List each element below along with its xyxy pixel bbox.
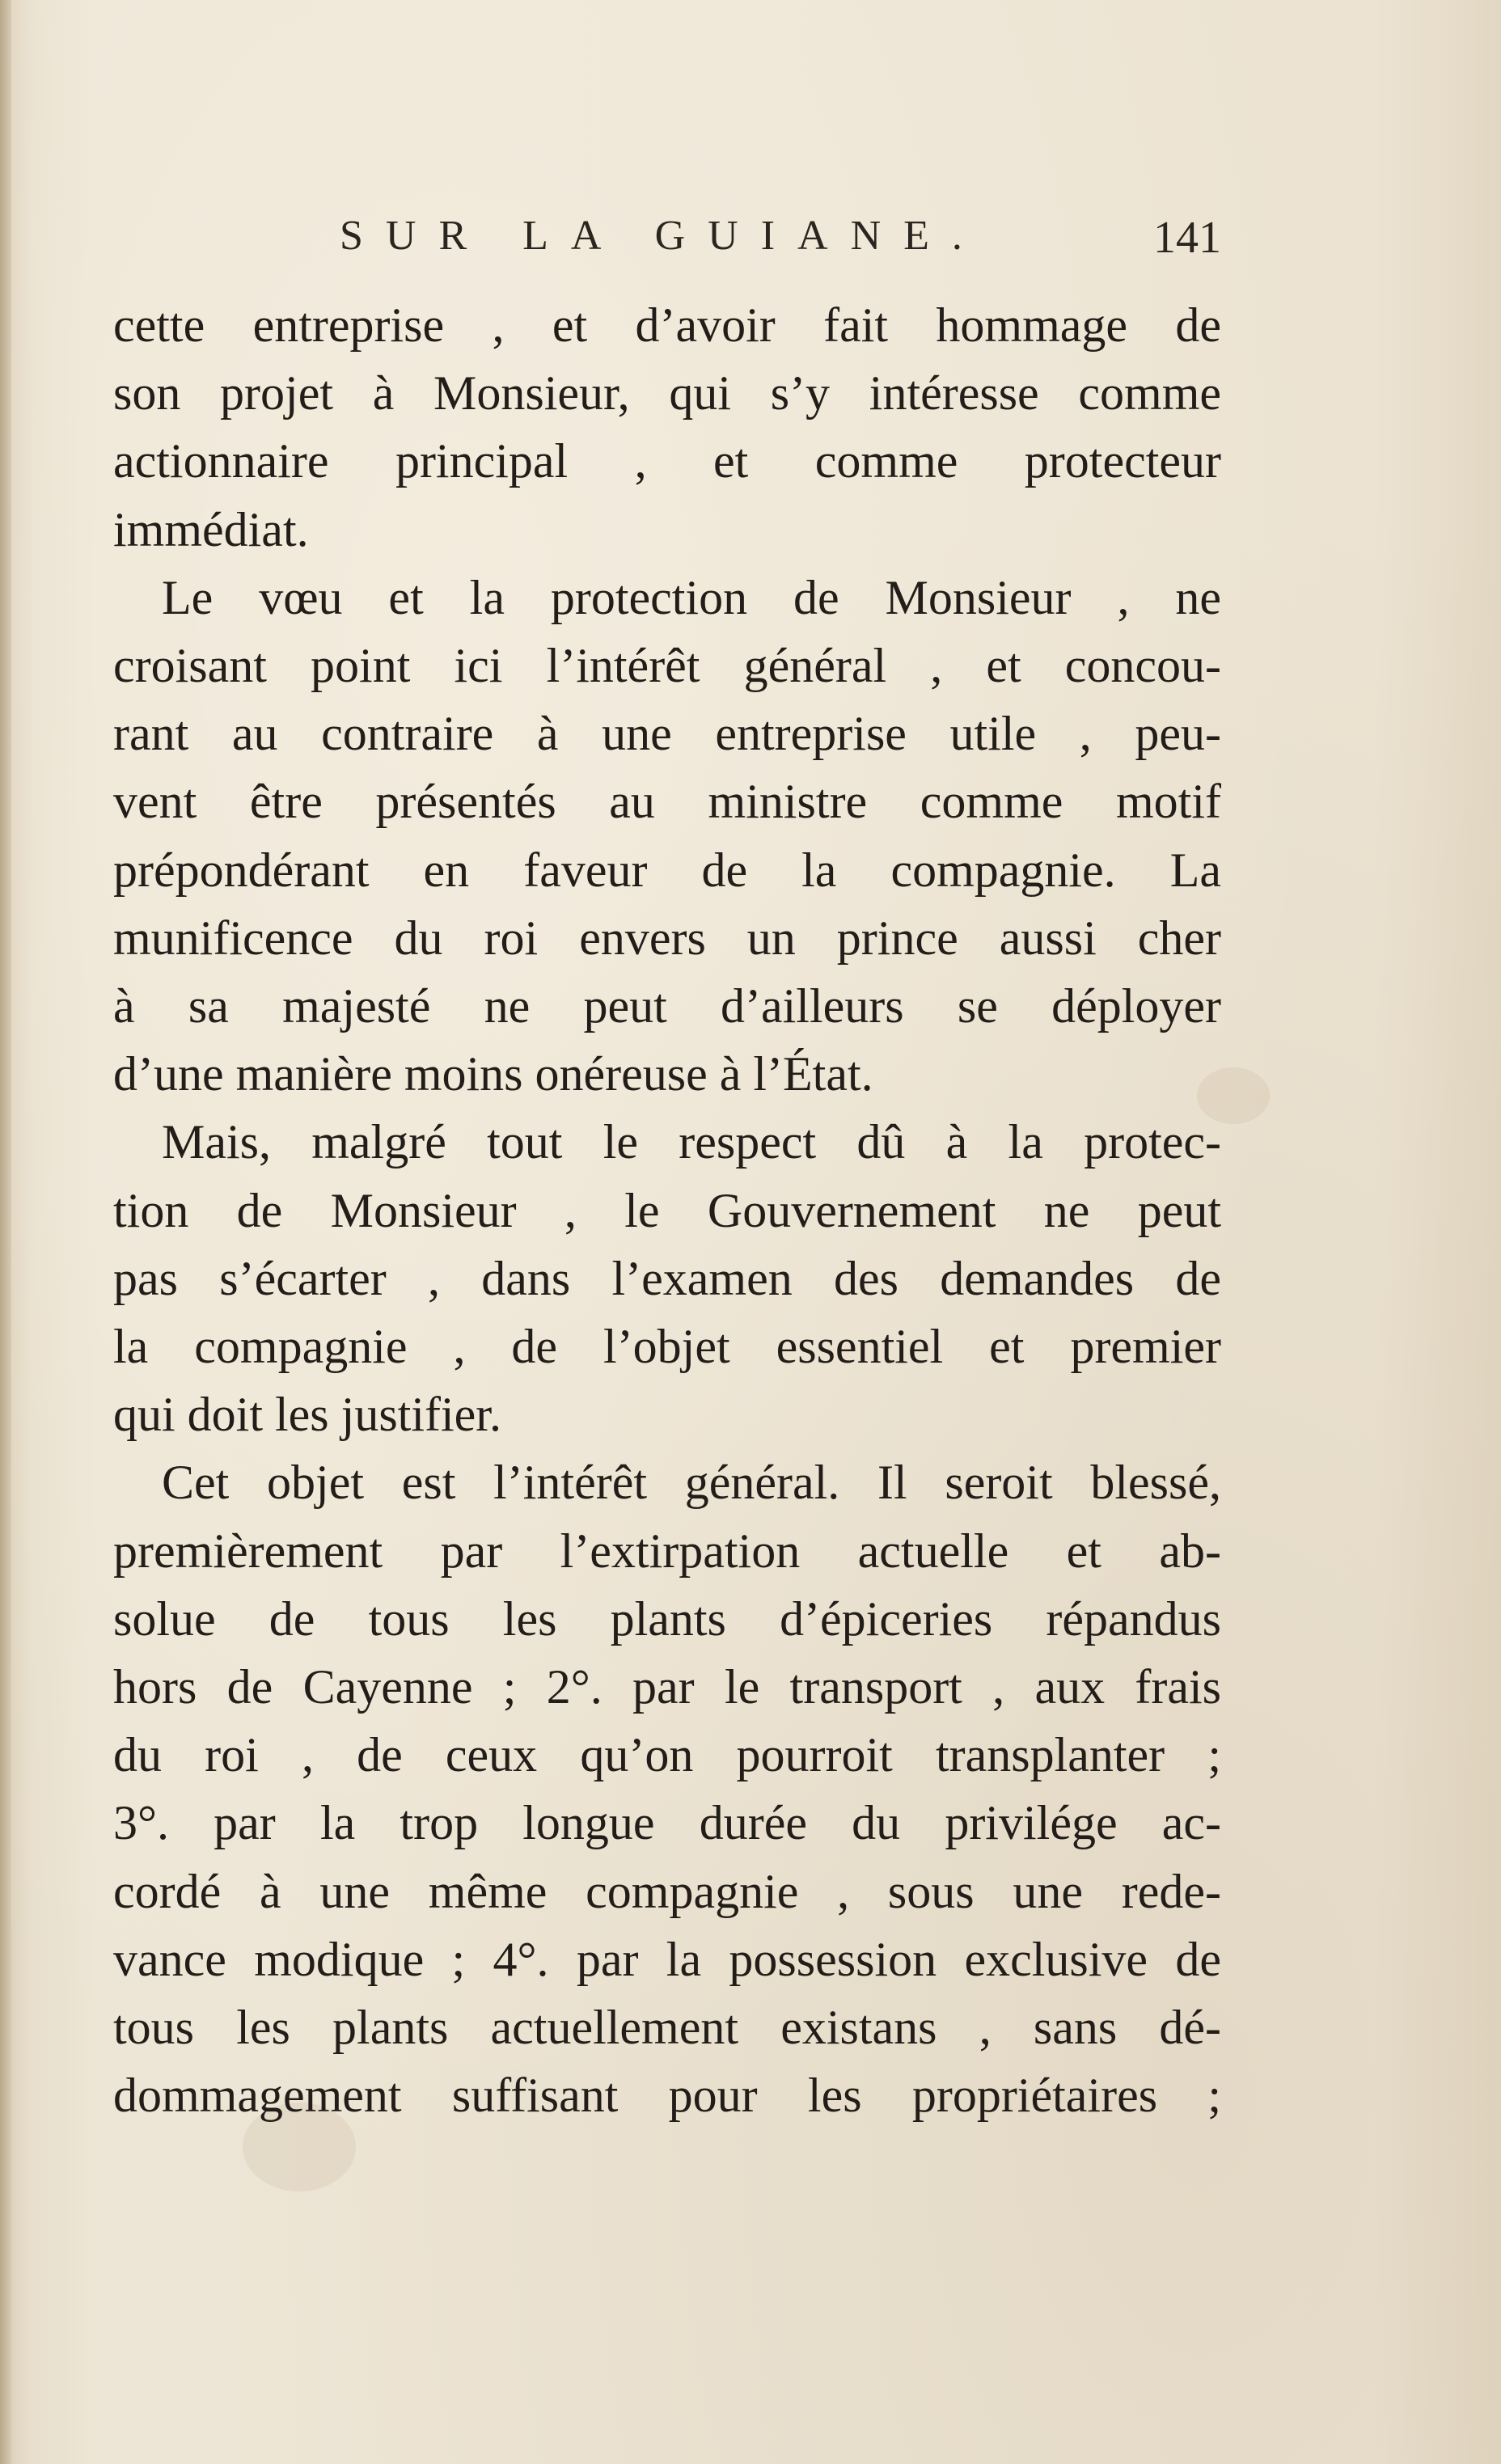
text-line: à sa majesté ne peut d’ailleurs se déployer: [113, 979, 1221, 1033]
text-line: 3°. par la trop longue durée du privilége ac-: [113, 1796, 1221, 1850]
text-line: du roi , de ceux qu’on pourroit transplanter ;: [113, 1728, 1221, 1782]
text-line: vent être présentés au ministre comme motif: [113, 775, 1221, 829]
text-line: tous les plants actuellement existans , sans dé-: [113, 2001, 1221, 2055]
text-line: cordé à une même compagnie , sous une rede-: [113, 1864, 1221, 1918]
running-head: [113, 212, 1229, 277]
text-line: la compagnie , de l’objet essentiel et premier: [113, 1320, 1221, 1374]
text-line: vance modique ; 4°. par la possession exclusive de: [113, 1932, 1221, 1986]
text-line: Le vœu et la protection de Monsieur , ne: [162, 570, 1221, 624]
text-line: solue de tous les plants d’épiceries répandus: [113, 1591, 1221, 1646]
text-line: tion de Monsieur , le Gouvernement ne peut: [113, 1183, 1221, 1237]
paragraph: [113, 291, 1221, 564]
text-line: qui doit les justifier.: [113, 1388, 501, 1442]
page-binding-edge: [0, 0, 11, 2464]
page-number: 141: [1153, 213, 1221, 263]
running-title: SUR LA GUIANE.: [340, 213, 985, 259]
text-line: premièrement par l’extirpation actuelle et ab-: [113, 1524, 1221, 1578]
text-line: pas s’écarter , dans l’examen des demandes de: [113, 1251, 1221, 1305]
text-line: dommagement suffisant pour les propriétaires ;: [113, 2069, 1221, 2123]
paragraph: [113, 564, 1221, 1109]
text-line: son projet à Monsieur, qui s’y intéresse comme: [113, 366, 1221, 421]
text-line: croisant point ici l’intérêt général , et concou-: [113, 639, 1221, 693]
text-line: Cet objet est l’intérêt général. Il seroit blessé,: [162, 1456, 1221, 1510]
text-line: prépondérant en faveur de la compagnie. La: [113, 843, 1221, 897]
text-line: munificence du roi envers un prince aussi cher: [113, 911, 1221, 965]
text-line: Mais, malgré tout le respect dû à la protec-: [162, 1115, 1221, 1169]
body-text: [113, 291, 1221, 2129]
text-line: actionnaire principal , et comme protecteur: [113, 434, 1221, 488]
text-line: cette entreprise , et d’avoir fait hommage de: [113, 298, 1221, 352]
text-line: d’une manière moins onéreuse à l’État.: [113, 1047, 873, 1101]
text-line: immédiat.: [113, 502, 309, 556]
text-line: hors de Cayenne ; 2°. par le transport , aux frais: [113, 1660, 1221, 1714]
paragraph: [113, 1108, 1221, 1448]
paragraph: [113, 1448, 1221, 2129]
text-line: rant au contraire à une entreprise utile , peu-: [113, 707, 1221, 761]
